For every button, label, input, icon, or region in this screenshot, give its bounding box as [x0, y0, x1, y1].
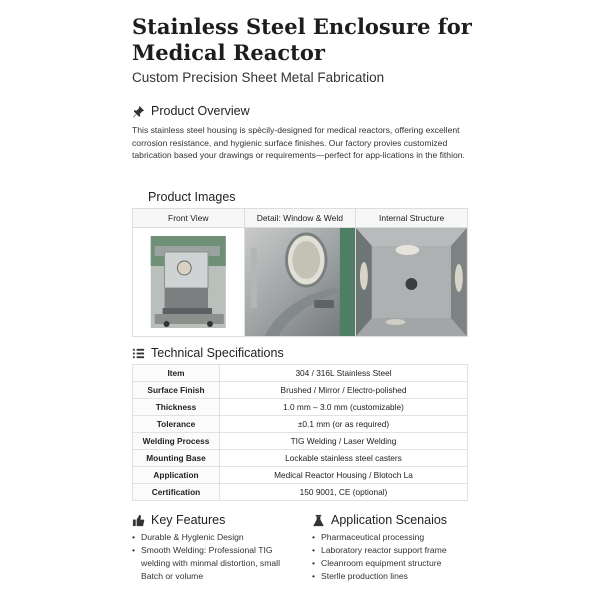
- features-list: [132, 531, 282, 583]
- spec-value: 1.0 mm – 3.0 mm (customizable): [220, 399, 468, 416]
- features-heading-text: Key Features: [151, 513, 226, 527]
- list-item: • Smooth Welding: Professional TIG welding with minmal distortion, small Batch or volume: [132, 544, 282, 583]
- images-heading-text: Product Images: [148, 190, 236, 204]
- detail-view-cell: [244, 228, 356, 337]
- overview-heading-text: Product Overview: [151, 104, 250, 118]
- internal-structure-image: [356, 228, 467, 336]
- overview-text: This stainless steel housing is spècily-designed for medical reactors, offering excellent corrosion resistance, and hygienic surface finishes. Our factory provies customized tabrication based your drawings or requirements—perfect for app-lications in the fithion.: [132, 125, 465, 160]
- table-row: [133, 382, 468, 399]
- applications-heading: [312, 513, 447, 527]
- thumbs-up-icon: [132, 514, 145, 527]
- spec-key: Surface Finish: [133, 382, 220, 399]
- spec-value: ±0.1 mm (or as required): [220, 416, 468, 433]
- table-row: [133, 399, 468, 416]
- spec-key: Welding Process: [133, 433, 220, 450]
- image-col-internal: Internal Structure: [356, 209, 468, 228]
- spec-value: TIG Welding / Laser Welding: [220, 433, 468, 450]
- list-item: • Durable & Hyglenic Design: [132, 531, 282, 544]
- product-images-table: [132, 208, 468, 337]
- specs-heading-text: Technical Specifications: [151, 346, 284, 360]
- list-item: • Cleanroom equipment structure: [312, 557, 472, 570]
- specs-table: [132, 364, 468, 501]
- list-item: • Pharmaceutical processing: [312, 531, 472, 544]
- spec-key: Item: [133, 365, 220, 382]
- table-row: [133, 484, 468, 501]
- front-view-image: [133, 228, 244, 336]
- specs-heading: [132, 346, 284, 360]
- front-view-cell: [133, 228, 245, 337]
- images-heading: [148, 190, 236, 204]
- internal-view-cell: [356, 228, 468, 337]
- overview-heading: [132, 104, 250, 118]
- page-title: Stainless Steel Enclosure for Medical Reactor: [132, 14, 472, 65]
- spec-key: Certification: [133, 484, 220, 501]
- image-col-front: Front View: [133, 209, 245, 228]
- spec-value: Lockable stainless steel casters: [220, 450, 468, 467]
- table-row: [133, 450, 468, 467]
- applications-heading-text: Application Scenaios: [331, 513, 448, 527]
- spec-key: Tolerance: [133, 416, 220, 433]
- page-subtitle: Custom Precision Sheet Metal Fabrication: [132, 70, 385, 85]
- detail-weld-image: [245, 228, 356, 336]
- list-item: • Laboratory reactor support frame: [312, 544, 472, 557]
- list-item: • Sterlle production lines: [312, 570, 472, 583]
- list-icon: [132, 347, 145, 360]
- spec-key: Thickness: [133, 399, 220, 416]
- spec-value: 304 / 316L Stainless Steel: [220, 365, 468, 382]
- table-row: [133, 433, 468, 450]
- table-row: [133, 365, 468, 382]
- spec-value: 150 9001, CE (optional): [220, 484, 468, 501]
- table-row: [133, 467, 468, 484]
- flask-icon: [312, 514, 325, 527]
- features-heading: [132, 513, 225, 527]
- pin-icon: [132, 105, 145, 118]
- spec-key: Application: [133, 467, 220, 484]
- spec-value: Medical Reactor Housing / Blotoch La: [220, 467, 468, 484]
- applications-list: [312, 531, 472, 583]
- spec-value: Brushed / Mirror / Electro-polished: [220, 382, 468, 399]
- image-col-detail: Detail: Window & Weld: [244, 209, 356, 228]
- table-row: [133, 416, 468, 433]
- spec-key: Mounting Base: [133, 450, 220, 467]
